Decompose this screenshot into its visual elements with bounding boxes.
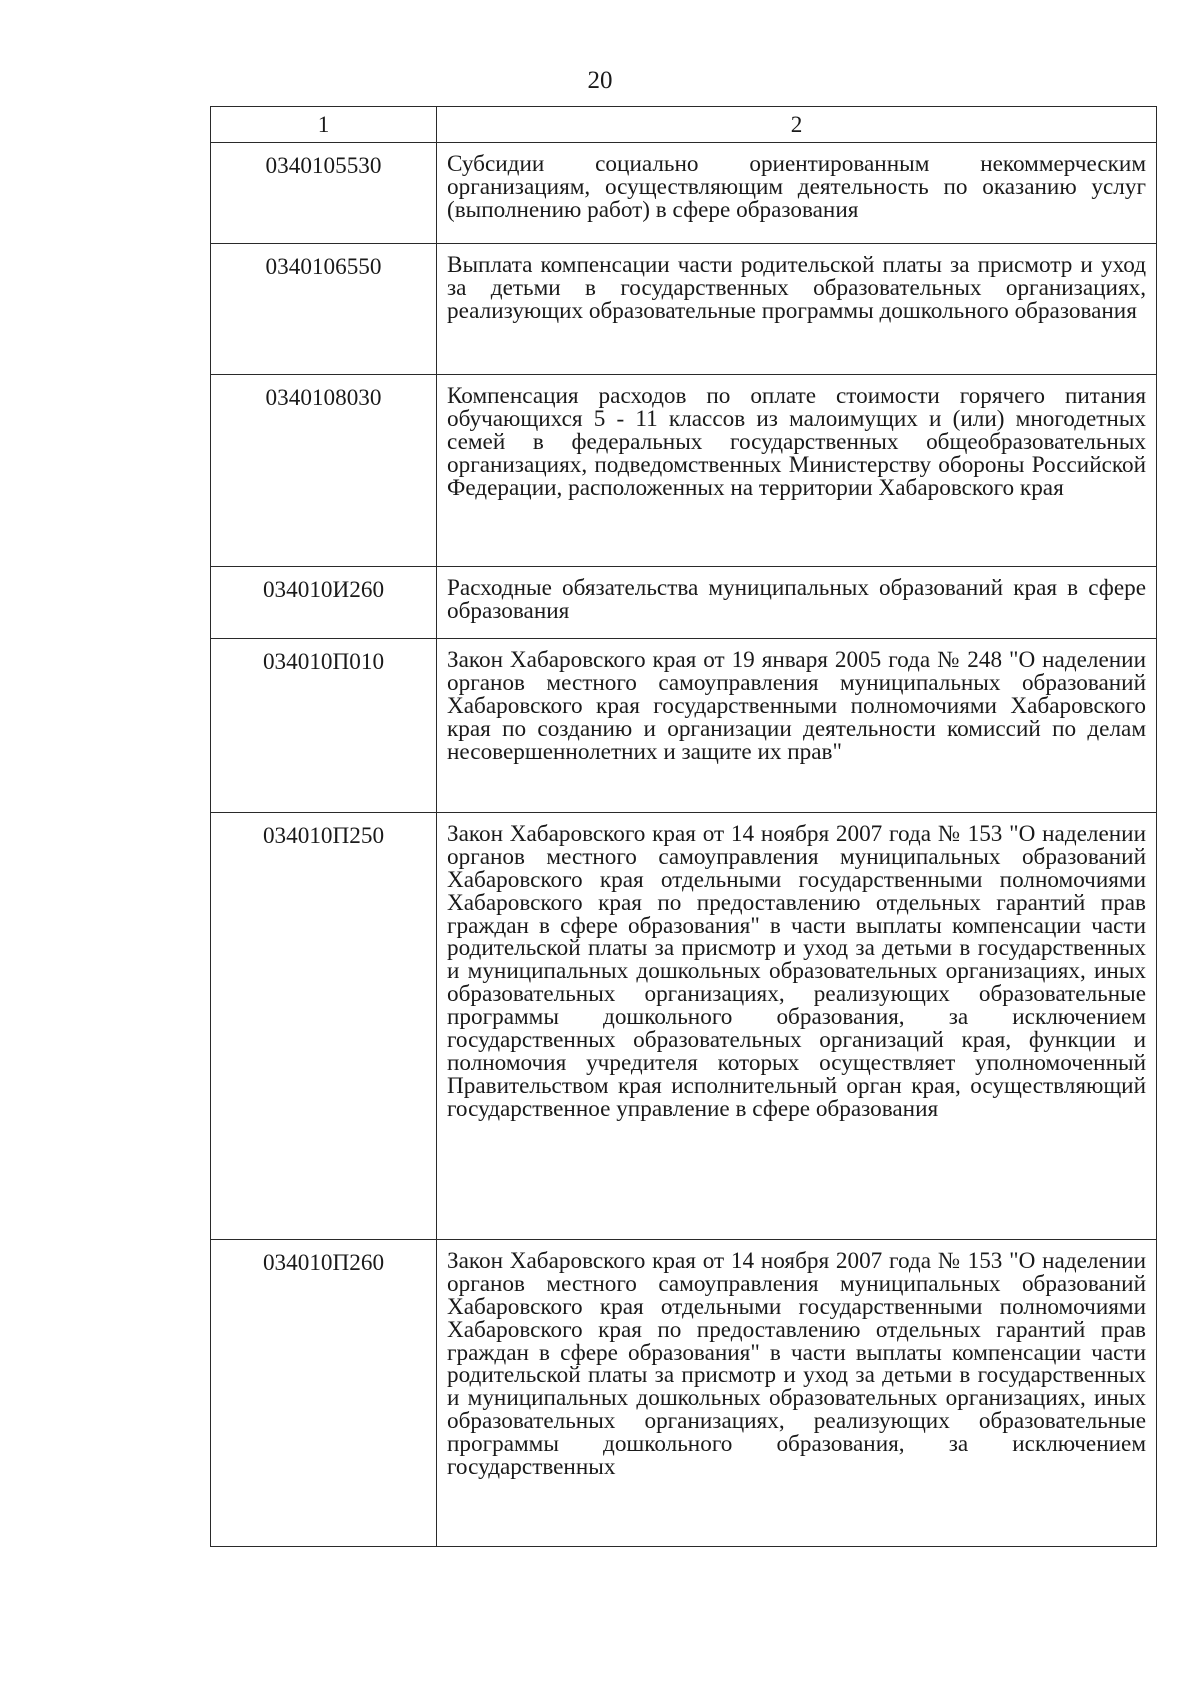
table-header-row (211, 107, 1157, 143)
row-description: Закон Хабаровского края от 14 ноября 2007 года № 153 "О наделении органов местного самоуправления муниципальных образований Хабаровского края отдельными государственными полномочиями Хабаровского края по предоставлению отдельных гарантий прав граждан в сфере образования" в части выплаты компенсации части родительской платы за присмотр и уход за детьми в государственных и муниципальных дошкольных образовательных организациях, иных образовательных организациях, реализующих образовательные программы дошкольного образования, за исключением государственных образовательных организаций края, функции и полномочия учредителя которых осуществляет уполномоченный Правительством края исполнительный орган края, осуществляющий государственное управление в сфере образования (437, 812, 1157, 1239)
table-row (211, 243, 1157, 374)
column-header-1: 1 (211, 107, 437, 143)
table-row (211, 142, 1157, 243)
row-code: 0340106550 (211, 243, 437, 374)
row-code: 0340108030 (211, 374, 437, 566)
row-code: 034010И260 (211, 566, 437, 638)
table-row (211, 638, 1157, 812)
table-row (211, 566, 1157, 638)
row-description: Субсидии социально ориентированным некоммерческим организациям, осуществляющим деятельность по оказанию услуг (выполнению работ) в сфере образования (437, 142, 1157, 243)
row-code: 0340105530 (211, 142, 437, 243)
row-description: Закон Хабаровского края от 14 ноября 2007 года № 153 "О наделении органов местного самоуправления муниципальных образований Хабаровского края отдельными государственными полномочиями Хабаровского края по предоставлению отдельных гарантий прав граждан в сфере образования" в части выплаты компенсации части родительской платы за присмотр и уход за детьми в государственных и муниципальных дошкольных образовательных организациях, иных образовательных организациях, реализующих образовательные программы дошкольного образования, за исключением государственных (437, 1239, 1157, 1546)
row-code: 034010П010 (211, 638, 437, 812)
row-description: Выплата компенсации части родительской платы за присмотр и уход за детьми в государственных образовательных организациях, реализующих образовательные программы дошкольного образования (437, 243, 1157, 374)
row-description: Компенсация расходов по оплате стоимости горячего питания обучающихся 5 - 11 классов из малоимущих и (или) многодетных семей в федеральных государственных общеобразовательных организациях, подведомственных Министерству обороны Российской Федерации, расположенных на территории Хабаровского края (437, 374, 1157, 566)
table-row (211, 374, 1157, 566)
row-code: 034010П260 (211, 1239, 437, 1546)
table-row (211, 1239, 1157, 1546)
table-row (211, 812, 1157, 1239)
row-code: 034010П250 (211, 812, 437, 1239)
row-description: Расходные обязательства муниципальных образований края в сфере образования (437, 566, 1157, 638)
row-description: Закон Хабаровского края от 19 января 2005 года № 248 "О наделении органов местного самоуправления муниципальных образований Хабаровского края государственными полномочиями Хабаровского края по созданию и организации деятельности комиссий по делам несовершеннолетних и защите их прав" (437, 638, 1157, 812)
column-header-2: 2 (437, 107, 1157, 143)
page-number: 20 (587, 67, 613, 94)
classification-table (210, 106, 1157, 1547)
